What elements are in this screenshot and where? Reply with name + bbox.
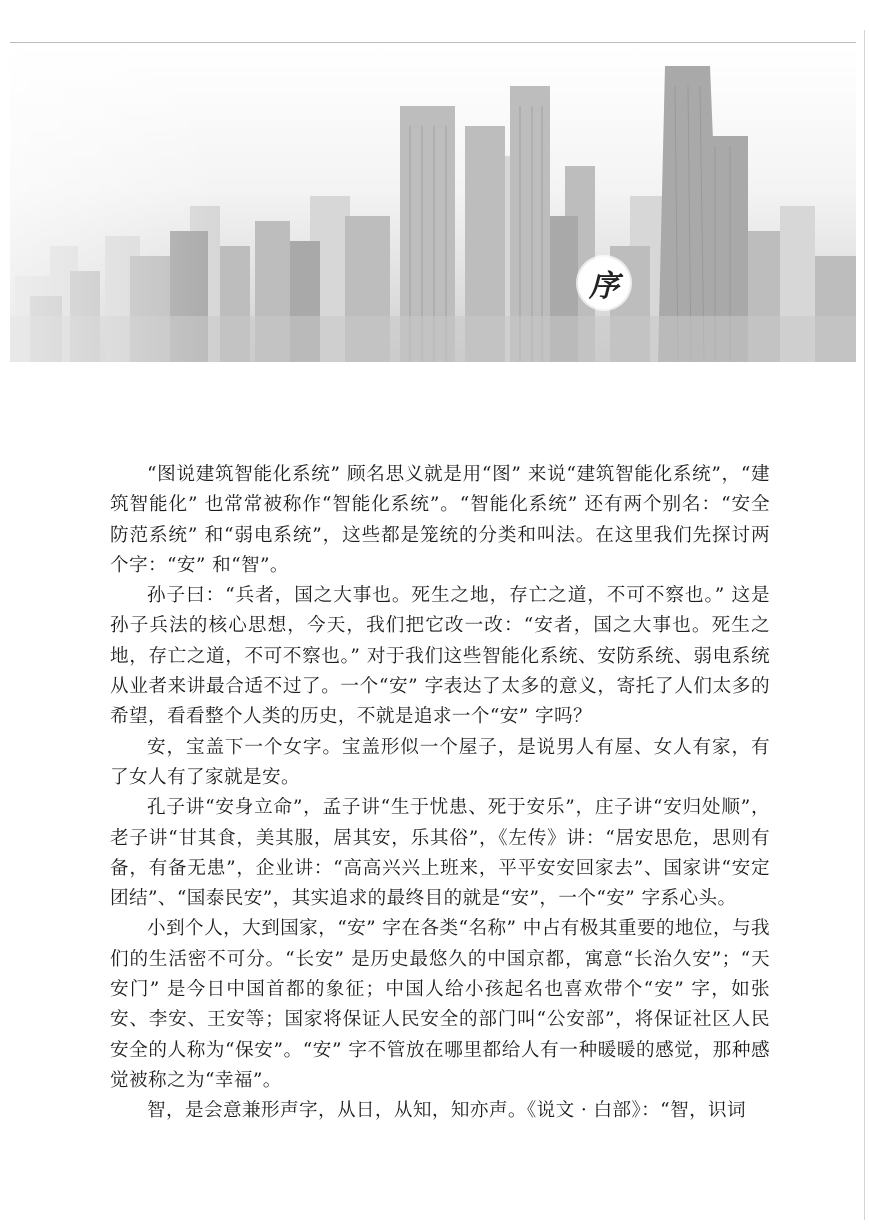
page-right-rule [864,30,865,1220]
preface-seal: 序 [578,257,630,309]
skyline-banner [10,46,856,362]
paragraph: 安，宝盖下一个女字。宝盖形似一个屋子，是说男人有屋、女人有家，有了女人有了家就是安。 [110,736,770,788]
paragraph: 孙子曰：“兵者，国之大事也。死生之地，存亡之道，不可不察也。” 这是孙子兵法的核心思想，今天，我们把它改一改：“安者，国之大事也。死生之地，存亡之道，不可不察也。” 对于我们这些智能化系统、安防系统、弱电系统从业者来讲最合适不过了。一个“安” 字表达了太多的意义，寄托了人们太多的希望，看看整个人类的历史，不就是追求一个“安” 字吗？ [110,585,770,728]
page-top-rule [10,42,856,43]
preface-body [110,460,770,1127]
paragraph: 孔子讲“安身立命”，孟子讲“生于忧患、死于安乐”，庄子讲“安归处顺”，老子讲“甘其食，美其服，居其安，乐其俗”，《左传》讲：“居安思危，思则有备，有备无患”，企业讲：“高高兴兴上班来，平平安安回家去”、国家讲“安定团结”、“国泰民安”，其实追求的最终目的就是“安”，一个“安” 字系心头。 [110,797,770,910]
city-skyline-illustration [10,46,856,362]
paragraph: 小到个人，大到国家，“安” 字在各类“名称” 中占有极其重要的地位，与我们的生活密不可分。“长安” 是历史最悠久的中国京都，寓意“长治久安”；“天安门” 是今日中国首都的象征；中国人给小孩起名也喜欢带个“安” 字，如张安、李安、王安等；国家将保证人民安全的部门叫“公安部”，将保证社区人民安全的人称为“保安”。“安” 字不管放在哪里都给人有一种暖暖的感觉，那种感觉被称之为“幸福”。 [110,918,770,1091]
paragraph: 智，是会意兼形声字，从日，从知，知亦声。《说文 · 白部》：“智，识词 [147,1100,747,1122]
paragraph: “图说建筑智能化系统” 顾名思义就是用“图” 来说“建筑智能化系统”，“建筑智能化” 也常常被称作“智能化系统”。“智能化系统” 还有两个别名：“安全防范系统” 和“弱电系统”，这些都是笼统的分类和叫法。在这里我们先探讨两个字：“安” 和“智”。 [110,464,770,576]
